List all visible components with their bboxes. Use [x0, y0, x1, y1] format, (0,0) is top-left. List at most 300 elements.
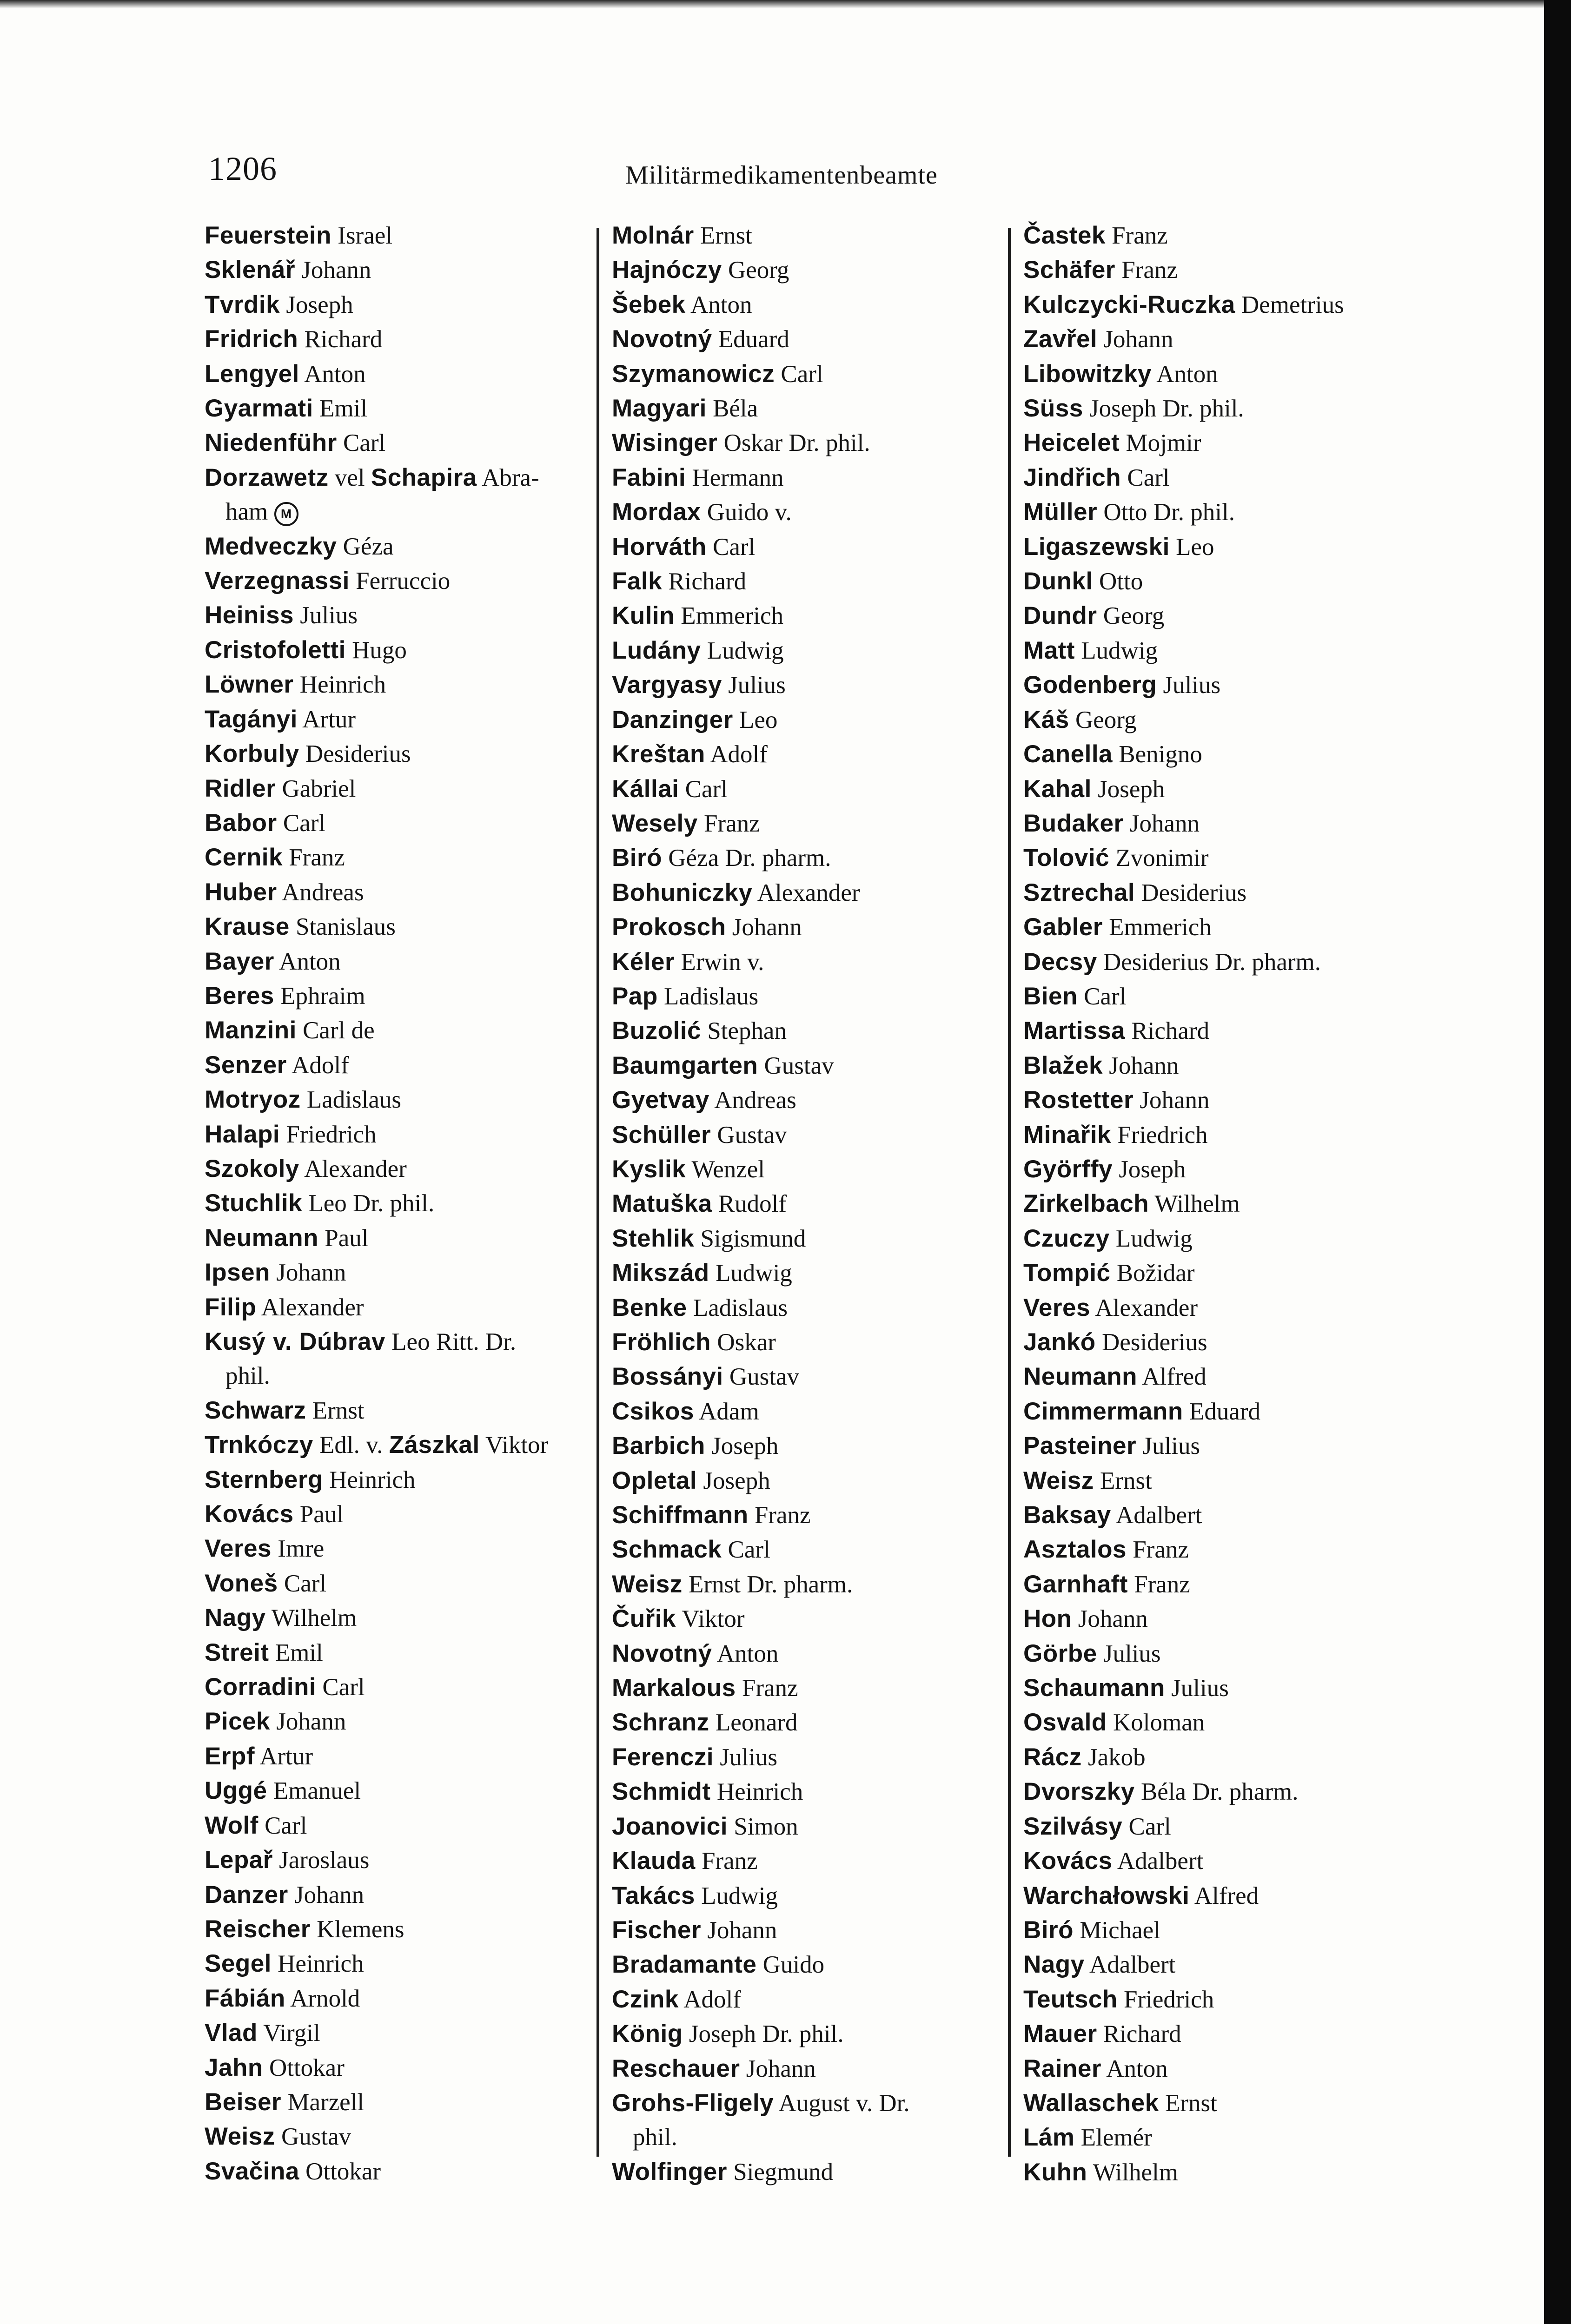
entry-given-name: Eduard — [718, 326, 789, 353]
entry-surname: Fábián — [205, 1984, 285, 2012]
name-entry — [612, 1775, 1012, 1809]
entry-surname: Dunkl — [1023, 568, 1093, 595]
name-entry — [205, 598, 590, 633]
entry-given-name: Guido — [762, 1951, 825, 1979]
entry-surname: Kahal — [1023, 775, 1092, 803]
entry-given-name: Friedrich — [286, 1121, 377, 1148]
entry-surname: Častek — [1023, 222, 1106, 249]
name-entry — [612, 1948, 1012, 1982]
entry-given-name: Joseph Dr. phil. — [1089, 395, 1244, 423]
entry-surname: Wallaschek — [1023, 2089, 1159, 2117]
entry-given-name: Franz — [1121, 257, 1178, 284]
name-entry — [612, 1809, 1012, 1844]
entry-given-name: Artur — [259, 1743, 313, 1770]
name-entry — [205, 806, 590, 840]
entry-surname: Zirkelbach — [1023, 1190, 1149, 1218]
entry-given-name: Franz — [289, 844, 345, 872]
name-entry — [1023, 1602, 1488, 1636]
name-entry — [612, 426, 1012, 460]
entry-given-name: Gustav — [281, 2123, 351, 2151]
entry-surname: Matuška — [612, 1190, 712, 1218]
name-entry — [205, 1048, 590, 1083]
name-entry — [1023, 1775, 1488, 1809]
entry-given-name: Simon — [734, 1813, 798, 1840]
name-entry — [612, 1913, 1012, 1948]
entry-given-name: Otto — [1099, 568, 1143, 595]
entry-surname: Mordax — [612, 498, 701, 526]
entry-given-name: Alexander — [304, 1155, 407, 1182]
entry-surname: Svačina — [205, 2157, 299, 2185]
entry-given-name: Ladislaus — [306, 1086, 402, 1114]
entry-given-name: Anton — [1106, 2055, 1168, 2082]
entry-surname: Neumann — [1023, 1363, 1137, 1391]
name-entry — [1023, 1429, 1488, 1463]
entry-given-name: Guido v. — [707, 499, 792, 526]
entry-surname: Klauda — [612, 1847, 696, 1875]
column-divider-2 — [1008, 228, 1011, 2157]
name-entry — [612, 357, 1012, 391]
entry-surname: Schäfer — [1023, 256, 1115, 284]
entry-surname: Reschauer — [612, 2054, 740, 2082]
name-entry — [1023, 357, 1488, 391]
entry-surname: Rainer — [1023, 2054, 1101, 2082]
name-entry — [205, 1152, 590, 1186]
entry-surname: Schaumann — [1023, 1674, 1165, 1702]
entry-given-name: Joseph Dr. phil. — [689, 2020, 844, 2048]
entry-given-name: Ernst — [700, 222, 752, 249]
name-entry-continuation — [612, 2120, 1012, 2154]
name-entry — [1023, 1014, 1488, 1048]
entry-given-name: Viktor — [682, 1605, 745, 1633]
entry-surname: Teutsch — [1023, 1985, 1118, 2013]
name-entry — [205, 322, 590, 357]
entry-surname: Libowitzky — [1023, 360, 1152, 388]
entry-given-name: Alexander — [261, 1294, 364, 1321]
entry-surname: Weisz — [1023, 1466, 1094, 1494]
name-entry — [1023, 945, 1488, 979]
name-entry — [1023, 218, 1488, 253]
entry-given-name: Ludwig — [715, 1260, 792, 1287]
circled-m-marker: M — [274, 502, 298, 526]
entry-surname: Cernik — [205, 844, 283, 872]
name-entry — [1023, 1118, 1488, 1152]
column-divider-1 — [597, 228, 599, 2157]
entry-surname: Uggé — [205, 1777, 267, 1805]
entry-given-name: Ernst — [1100, 1467, 1152, 1494]
name-entry — [205, 1186, 590, 1221]
entry-given-name: Adolf — [710, 741, 768, 768]
entry-given-name: Johann — [732, 914, 802, 941]
entry-surname: Veres — [205, 1535, 272, 1563]
entry-surname: Sklenář — [205, 256, 296, 284]
entry-surname: Fabini — [612, 463, 686, 491]
entry-given-name: Alfred — [1194, 1882, 1259, 1909]
name-entry — [205, 391, 590, 426]
name-entry — [205, 1083, 590, 1117]
entry-given-name: Richard — [304, 326, 383, 353]
name-entry — [205, 426, 590, 460]
entry-given-name: Ladislaus — [693, 1294, 788, 1321]
entry-given-name: Alexander — [1095, 1294, 1198, 1321]
name-entry — [1023, 1637, 1488, 1671]
entry-surname: Nagy — [1023, 1951, 1085, 1979]
entry-surname: Decsy — [1023, 948, 1097, 976]
entry-surname: Lepař — [205, 1846, 273, 1874]
name-entry — [1023, 564, 1488, 599]
entry-surname: Medveczky — [205, 532, 337, 560]
entry-given-name: vel — [334, 464, 365, 491]
entry-surname: Manzini — [205, 1017, 297, 1044]
entry-given-name: Desiderius — [305, 740, 411, 768]
name-entry — [1023, 322, 1488, 357]
name-entry — [1023, 1256, 1488, 1290]
entry-given-name: Desiderius Dr. pharm. — [1103, 948, 1321, 976]
name-entry — [612, 737, 1012, 772]
entry-given-name: Mojmir — [1126, 429, 1201, 457]
name-entry — [205, 1912, 590, 1947]
name-entry — [1023, 1809, 1488, 1844]
entry-given-name: Artur — [302, 706, 356, 733]
entry-given-name: Andreas — [714, 1087, 796, 1114]
entry-given-name: Joseph — [711, 1433, 779, 1460]
entry-surname: Ferenczi — [612, 1743, 714, 1771]
entry-surname: Cimmermann — [1023, 1397, 1183, 1425]
entry-surname: Szymanowicz — [612, 360, 775, 388]
entry-surname: Novotný — [612, 1639, 712, 1667]
entry-given-name: Ottokar — [269, 2054, 345, 2081]
name-entry — [1023, 2052, 1488, 2086]
name-entry — [205, 1497, 590, 1532]
name-entry — [612, 1187, 1012, 1221]
entry-given-name: Carl — [781, 360, 823, 388]
entry-given-name: Stephan — [707, 1017, 787, 1045]
entry-surname: Čuřik — [612, 1605, 676, 1633]
name-entry — [1023, 288, 1488, 322]
entry-given-name: Gabriel — [282, 775, 356, 802]
entry-given-name: Franz — [1112, 222, 1168, 249]
name-entry — [205, 2016, 590, 2050]
entry-given-name: Carl — [1128, 1813, 1171, 1840]
entry-surname: Beres — [205, 982, 274, 1010]
entry-surname: Osvald — [1023, 1709, 1107, 1736]
name-entry — [205, 875, 590, 910]
entry-given-name: Emmerich — [681, 602, 783, 630]
name-entry — [205, 1774, 590, 1808]
name-entry — [612, 2086, 1012, 2120]
entry-surname: Fischer — [612, 1916, 702, 1944]
entry-surname: Sztrechal — [1023, 878, 1135, 906]
entry-given-name: Johann — [1129, 810, 1200, 837]
entry-surname: Bien — [1023, 982, 1078, 1010]
entry-given-name: Ernst Dr. pharm. — [689, 1571, 853, 1598]
entry-surname: Gyetvay — [612, 1086, 709, 1114]
entry-surname: Buzolić — [612, 1017, 701, 1045]
entry-surname: Ipsen — [205, 1259, 270, 1287]
entry-surname: Danzer — [205, 1881, 288, 1908]
entry-given-name: Alfred — [1142, 1363, 1206, 1391]
entry-surname: Ridler — [205, 774, 276, 802]
name-entry — [612, 1429, 1012, 1463]
entry-surname: Wolfinger — [612, 2158, 727, 2185]
name-entry — [205, 772, 590, 806]
name-entry — [612, 1740, 1012, 1775]
entry-given-name: Carl — [713, 533, 756, 561]
name-entry — [612, 2155, 1012, 2189]
name-entry — [1023, 391, 1488, 426]
entry-given-name: Oskar — [717, 1329, 776, 1356]
entry-given-name: Anton — [279, 948, 341, 975]
name-entry — [612, 1394, 1012, 1429]
entry-surname: Verzegnassi — [205, 567, 350, 595]
entry-given-name: Johann — [294, 1881, 365, 1908]
entry-given-name: Johann — [1078, 1605, 1148, 1633]
name-entry-continuation — [205, 495, 590, 529]
entry-surname: Szilvásy — [1023, 1812, 1123, 1840]
entry-surname: Wisinger — [612, 429, 718, 457]
entry-surname: Molnár — [612, 222, 694, 249]
name-entry — [205, 944, 590, 979]
name-entry — [612, 1705, 1012, 1740]
entry-given-name: Jakob — [1087, 1743, 1146, 1771]
entry-surname: Babor — [205, 809, 277, 837]
entry-surname: Niedenführ — [205, 429, 337, 457]
entry-surname: Bradamante — [612, 1951, 757, 1979]
entry-surname: Rostetter — [1023, 1086, 1134, 1114]
entry-given-name: Julius — [300, 602, 358, 629]
name-entry — [1023, 737, 1488, 772]
name-entry — [612, 564, 1012, 599]
entry-surname: Mauer — [1023, 2020, 1097, 2048]
name-entry — [612, 634, 1012, 668]
entry-surname: Magyari — [612, 395, 707, 423]
entry-given-name: Franz — [703, 810, 760, 837]
entry-given-name: Rudolf — [718, 1190, 787, 1218]
name-entry — [1023, 2086, 1488, 2120]
entry-surname: Hajnóczy — [612, 256, 722, 284]
entry-surname: Tompić — [1023, 1259, 1111, 1287]
entry-given-name: Ladislaus — [663, 983, 759, 1010]
entry-surname: Canella — [1023, 740, 1113, 768]
name-entry — [1023, 1913, 1488, 1948]
entry-given-name: Ludwig — [1081, 637, 1158, 664]
name-entry — [205, 840, 590, 875]
entry-surname: Feuerstein — [205, 222, 332, 249]
name-entry — [612, 1637, 1012, 1671]
name-entry — [612, 1464, 1012, 1498]
entry-surname: Schranz — [612, 1709, 709, 1736]
entry-given-name: Anton — [1156, 360, 1218, 388]
entry-given-name: Johann — [1109, 1052, 1179, 1079]
entry-given-name: Heinrich — [716, 1778, 803, 1806]
entry-given-name: Alexander — [757, 879, 860, 906]
entry-given-name: Otto Dr. phil. — [1103, 499, 1235, 526]
entry-given-name: Adam — [699, 1398, 759, 1425]
name-entry — [205, 1428, 590, 1462]
name-entry — [1023, 668, 1488, 702]
name-entry — [1023, 599, 1488, 633]
entry-surname: Danzinger — [612, 706, 733, 733]
name-entry — [205, 1290, 590, 1325]
scan-right-edge — [1544, 0, 1571, 2324]
entry-surname: Motryoz — [205, 1086, 301, 1114]
name-entry — [1023, 1948, 1488, 1982]
entry-surname: Warchałowski — [1023, 1882, 1190, 1909]
entry-surname: Baksay — [1023, 1501, 1111, 1529]
entry-given-name: Richard — [668, 568, 747, 595]
entry-surname: Weisz — [612, 1570, 683, 1598]
name-entry — [1023, 495, 1488, 529]
entry-given-name: Ferruccio — [356, 568, 451, 595]
name-entry — [205, 461, 590, 495]
name-entry — [1023, 1049, 1488, 1083]
name-entry — [612, 945, 1012, 979]
name-entry — [205, 737, 590, 771]
entry-surname: Neumann — [205, 1224, 318, 1252]
entry-surname: Reischer — [205, 1915, 311, 1943]
entry-surname: Matt — [1023, 636, 1075, 664]
name-entry — [205, 2051, 590, 2085]
entry-given-name: August v. Dr. — [778, 2089, 910, 2117]
entry-surname: Voneš — [205, 1569, 278, 1597]
entry-given-name: Julius — [1163, 672, 1221, 699]
entry-given-name: Wilhelm — [1093, 2159, 1179, 2186]
entry-surname: Kusý v. Dúbrav — [205, 1328, 385, 1355]
name-entry — [205, 564, 590, 598]
entry-surname: Barbich — [612, 1432, 705, 1460]
entry-surname: Kovács — [1023, 1847, 1113, 1875]
name-entry — [205, 1532, 590, 1566]
entry-surname: Káš — [1023, 706, 1069, 733]
entry-given-name: Heinrich — [299, 671, 386, 699]
entry-given-name: Wenzel — [691, 1155, 765, 1183]
name-entry — [1023, 841, 1488, 875]
name-entry — [205, 1255, 590, 1290]
name-entry — [205, 1878, 590, 1912]
entry-surname: Szokoly — [205, 1155, 299, 1182]
entry-surname: Streit — [205, 1638, 269, 1666]
entry-given-name: Desiderius — [1141, 879, 1247, 906]
entry-given-name: Franz — [701, 1848, 758, 1875]
entry-given-name: Israel — [338, 222, 392, 249]
name-entry — [612, 1221, 1012, 1256]
entry-surname: Pasteiner — [1023, 1432, 1137, 1460]
entry-given-name: Julius — [728, 672, 786, 699]
entry-surname: Dundr — [1023, 602, 1097, 630]
name-entry — [205, 979, 590, 1013]
name-entry — [612, 1049, 1012, 1083]
name-entry — [205, 1393, 590, 1428]
name-entry — [205, 1117, 590, 1152]
entry-surname: Ludány — [612, 636, 701, 664]
entry-surname: Markalous — [612, 1674, 736, 1702]
entry-given-name: Adolf — [683, 1986, 741, 2013]
entry-given-name: Heinrich — [278, 1950, 364, 1978]
entry-surname: Krause — [205, 913, 290, 941]
entry-surname: Czuczy — [1023, 1224, 1110, 1252]
name-entry — [1023, 2120, 1488, 2155]
name-entry — [612, 979, 1012, 1014]
name-entry — [612, 1014, 1012, 1048]
entry-surname: Biró — [1023, 1916, 1074, 1944]
entry-surname: Wolf — [205, 1811, 259, 1839]
name-entry — [205, 357, 590, 391]
entry-given-name: Julius — [1171, 1675, 1229, 1702]
name-entry — [612, 772, 1012, 806]
name-entry — [205, 1981, 590, 2016]
entry-given-name: Béla — [713, 395, 758, 423]
entry-surname: Corradini — [205, 1673, 317, 1701]
entry-given-name: Carl — [284, 1570, 327, 1597]
name-entry — [1023, 1740, 1488, 1775]
entry-surname: Vargyasy — [612, 671, 722, 699]
entry-given-name: Paul — [325, 1224, 369, 1252]
name-entry — [205, 218, 590, 253]
name-entry — [612, 1982, 1012, 2017]
entry-given-name: Johann — [1140, 1087, 1210, 1114]
entry-surname: Dvorszky — [1023, 1778, 1135, 1806]
entry-surname: Falk — [612, 568, 663, 595]
name-entry — [612, 1879, 1012, 1913]
entry-surname: Korbuly — [205, 740, 299, 768]
name-entry — [205, 667, 590, 702]
continuation-text: phil. — [225, 1362, 270, 1390]
entry-given-name: Franz — [1133, 1536, 1189, 1564]
entry-given-name: Adalbert — [1117, 1848, 1204, 1875]
entry-given-name: Carl de — [303, 1017, 375, 1044]
entry-given-name: Johann — [276, 1708, 346, 1736]
name-entry — [612, 1844, 1012, 1878]
name-entry — [205, 1947, 590, 1981]
name-entry — [612, 1325, 1012, 1360]
name-entry — [1023, 530, 1488, 564]
entry-surname: König — [612, 2020, 683, 2048]
entry-given-name: Imre — [278, 1535, 325, 1563]
entry-given-name: Julius — [1103, 1640, 1161, 1667]
name-entry — [612, 495, 1012, 529]
entry-given-name: Leo — [1176, 533, 1214, 561]
entry-surname: Heicelet — [1023, 429, 1120, 457]
entry-surname: Csikos — [612, 1397, 694, 1425]
entry-surname: Cristofoletti — [205, 636, 346, 664]
name-entry — [1023, 1844, 1488, 1878]
entry-given-name: Leo Dr. phil. — [308, 1190, 435, 1217]
running-head: Militärmedikamentenbeamte — [625, 161, 938, 190]
entry-given-name: Sigismund — [700, 1225, 806, 1252]
name-entry — [1023, 461, 1488, 495]
name-entry — [1023, 1291, 1488, 1325]
name-entry — [612, 253, 1012, 287]
entry-given-name: Elemér — [1080, 2124, 1152, 2152]
name-entry — [612, 1567, 1012, 1602]
entry-given-name: Georg — [1103, 602, 1165, 630]
entry-surname: Godenberg — [1023, 671, 1157, 699]
name-entry — [1023, 1083, 1488, 1117]
entry-given-name: Adalbert — [1115, 1502, 1202, 1529]
entry-given-name: Johann — [707, 1916, 777, 1944]
entry-surname: Schwarz — [205, 1396, 306, 1424]
entry-given-name: Emil — [275, 1639, 323, 1666]
entry-surname: Czink — [612, 1985, 679, 2013]
entry-given-name: Božidar — [1116, 1260, 1195, 1287]
name-entry — [1023, 979, 1488, 1014]
entry-surname: Asztalos — [1023, 1536, 1127, 1564]
entry-given-name-2: Abra- — [482, 464, 539, 491]
name-entry — [205, 529, 590, 564]
name-entry — [612, 2052, 1012, 2086]
entry-surname: Fröhlich — [612, 1328, 711, 1356]
entry-given-name: Joseph — [1098, 775, 1165, 803]
name-column-2 — [612, 218, 1012, 2189]
